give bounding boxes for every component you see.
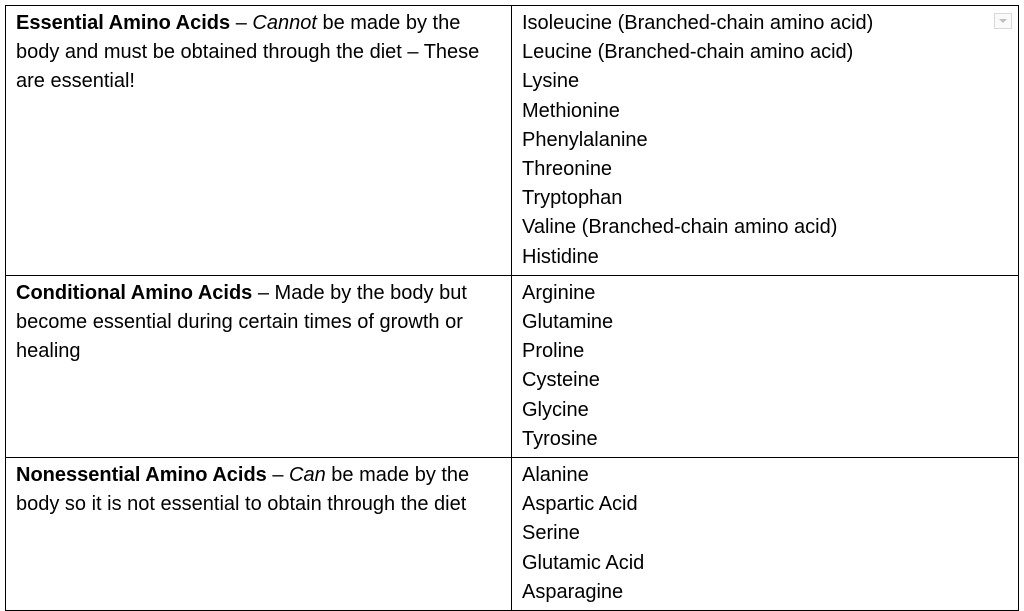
amino-acid-list	[522, 9, 1010, 272]
category-description-cell	[6, 275, 512, 457]
amino-acid-list-cell	[512, 6, 1019, 276]
category-description: Made by the body but become essential during certain times of growth or healing	[16, 281, 467, 363]
list-item: Alanine	[522, 464, 589, 487]
table-row-essential	[6, 6, 1019, 276]
list-item: Isoleucine (Branched-chain amino acid)	[522, 12, 874, 34]
list-item: Asparagine	[522, 580, 624, 603]
category-name: Nonessential Amino Acids	[16, 464, 267, 487]
category-dash: –	[252, 281, 275, 304]
category-description: be made by the body and must be obtained through the diet – These are essential!	[16, 12, 480, 93]
amino-acid-table	[5, 5, 1019, 611]
table-row-nonessential	[6, 458, 1019, 611]
list-item: Serine	[522, 522, 580, 545]
list-item: Tyrosine	[522, 427, 598, 450]
category-description-cell	[6, 458, 512, 611]
category-name: Conditional Amino Acids	[16, 281, 253, 304]
category-description-cell	[6, 6, 512, 276]
list-item: Valine (Branched-chain amino acid)	[522, 216, 838, 239]
list-item: Phenylalanine	[522, 128, 648, 151]
amino-acid-list	[522, 279, 1010, 454]
amino-acid-list-cell	[512, 275, 1019, 457]
list-item: Glutamic Acid	[522, 551, 645, 574]
category-dash: –	[266, 464, 290, 487]
amino-acid-list	[522, 461, 1010, 607]
category-name: Essential Amino Acids	[16, 12, 231, 34]
list-item: Cysteine	[522, 369, 600, 392]
list-item: Threonine	[522, 158, 613, 181]
list-item: Arginine	[522, 281, 596, 304]
list-item: Aspartic Acid	[522, 493, 638, 516]
category-emphasis: Cannot	[252, 12, 317, 34]
list-item: Leucine (Branched-chain amino acid)	[522, 41, 854, 64]
chevron-down-icon	[998, 17, 1008, 25]
list-item: Glycine	[522, 398, 589, 421]
list-item: Histidine	[522, 245, 599, 268]
list-item: Glutamine	[522, 311, 614, 334]
list-item: Lysine	[522, 70, 580, 93]
list-item: Methionine	[522, 99, 620, 122]
cell-dropdown-button[interactable]	[994, 13, 1012, 29]
category-description: be made by the body so it is not essential to obtain through the diet	[16, 464, 470, 516]
category-dash: –	[230, 12, 253, 34]
category-emphasis: Can	[289, 464, 326, 487]
table-row-conditional	[6, 275, 1019, 457]
list-item: Proline	[522, 340, 585, 363]
list-item: Tryptophan	[522, 187, 623, 210]
amino-acid-list-cell	[512, 458, 1019, 611]
